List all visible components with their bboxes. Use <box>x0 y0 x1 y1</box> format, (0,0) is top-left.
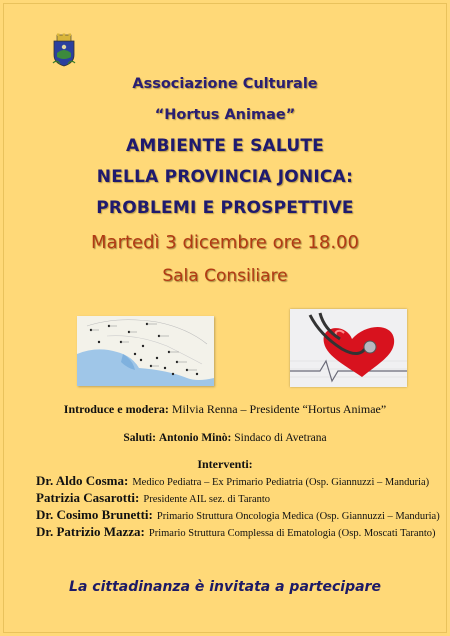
invitation-text: La cittadinanza è invitata a partecipare <box>69 579 381 595</box>
speaker-role: Presidente AIL sez. di Taranto <box>143 494 271 505</box>
speaker-role: Medico Pediatra – Ex Primario Pediatria (Osp. Giannuzzi – Manduria) <box>132 477 430 488</box>
saluti-person: Antonio Minò: <box>158 432 232 444</box>
interventi-heading: Interventi: <box>197 457 253 471</box>
speaker-item <box>36 472 436 489</box>
intro-role: – Presidente “Hortus Animae” <box>240 402 387 416</box>
speaker-item <box>36 489 436 506</box>
saluti-label: Saluti: <box>123 432 156 444</box>
intro-person: Milvia Renna <box>171 402 238 416</box>
speaker-list <box>36 472 440 540</box>
event-title-line-2: NELLA PROVINCIA JONICA: <box>96 167 354 187</box>
speaker-role: Primario Struttura Complessa di Ematologia (Osp. Moscati Taranto) <box>148 528 436 539</box>
speaker-item <box>36 523 436 540</box>
heart-stethoscope-image <box>290 309 407 387</box>
speaker-name: Dr. Cosimo Brunetti: <box>36 507 153 522</box>
organizer-subtitle: “Hortus Animae” <box>154 107 296 123</box>
crest-icon <box>51 33 77 67</box>
event-title-line-3: PROBLEMI E PROSPETTIVE <box>96 198 354 218</box>
heart-icon <box>290 309 407 387</box>
speaker-name: Dr. Aldo Cosma: <box>36 473 129 488</box>
event-title-line-1: AMBIENTE E SALUTE <box>126 136 324 156</box>
event-venue: Sala Consiliare <box>162 266 288 286</box>
map-icon <box>77 316 214 386</box>
speaker-name: Dr. Patrizio Mazza: <box>36 524 145 539</box>
intro-line <box>0 402 450 417</box>
speaker-item <box>36 506 440 523</box>
saluti-line <box>0 432 450 444</box>
organizer-name: Associazione Culturale <box>132 76 318 92</box>
speaker-name: Patrizia Casarotti: <box>36 490 140 505</box>
province-map-image <box>77 316 214 386</box>
speaker-role: Primario Struttura Oncologia Medica (Osp. Giannuzzi – Manduria) <box>156 511 440 522</box>
intro-label: Introduce e modera: <box>63 402 169 416</box>
saluti-role: Sindaco di Avetrana <box>234 432 327 444</box>
event-date: Martedì 3 dicembre ore 18.00 <box>91 232 359 253</box>
